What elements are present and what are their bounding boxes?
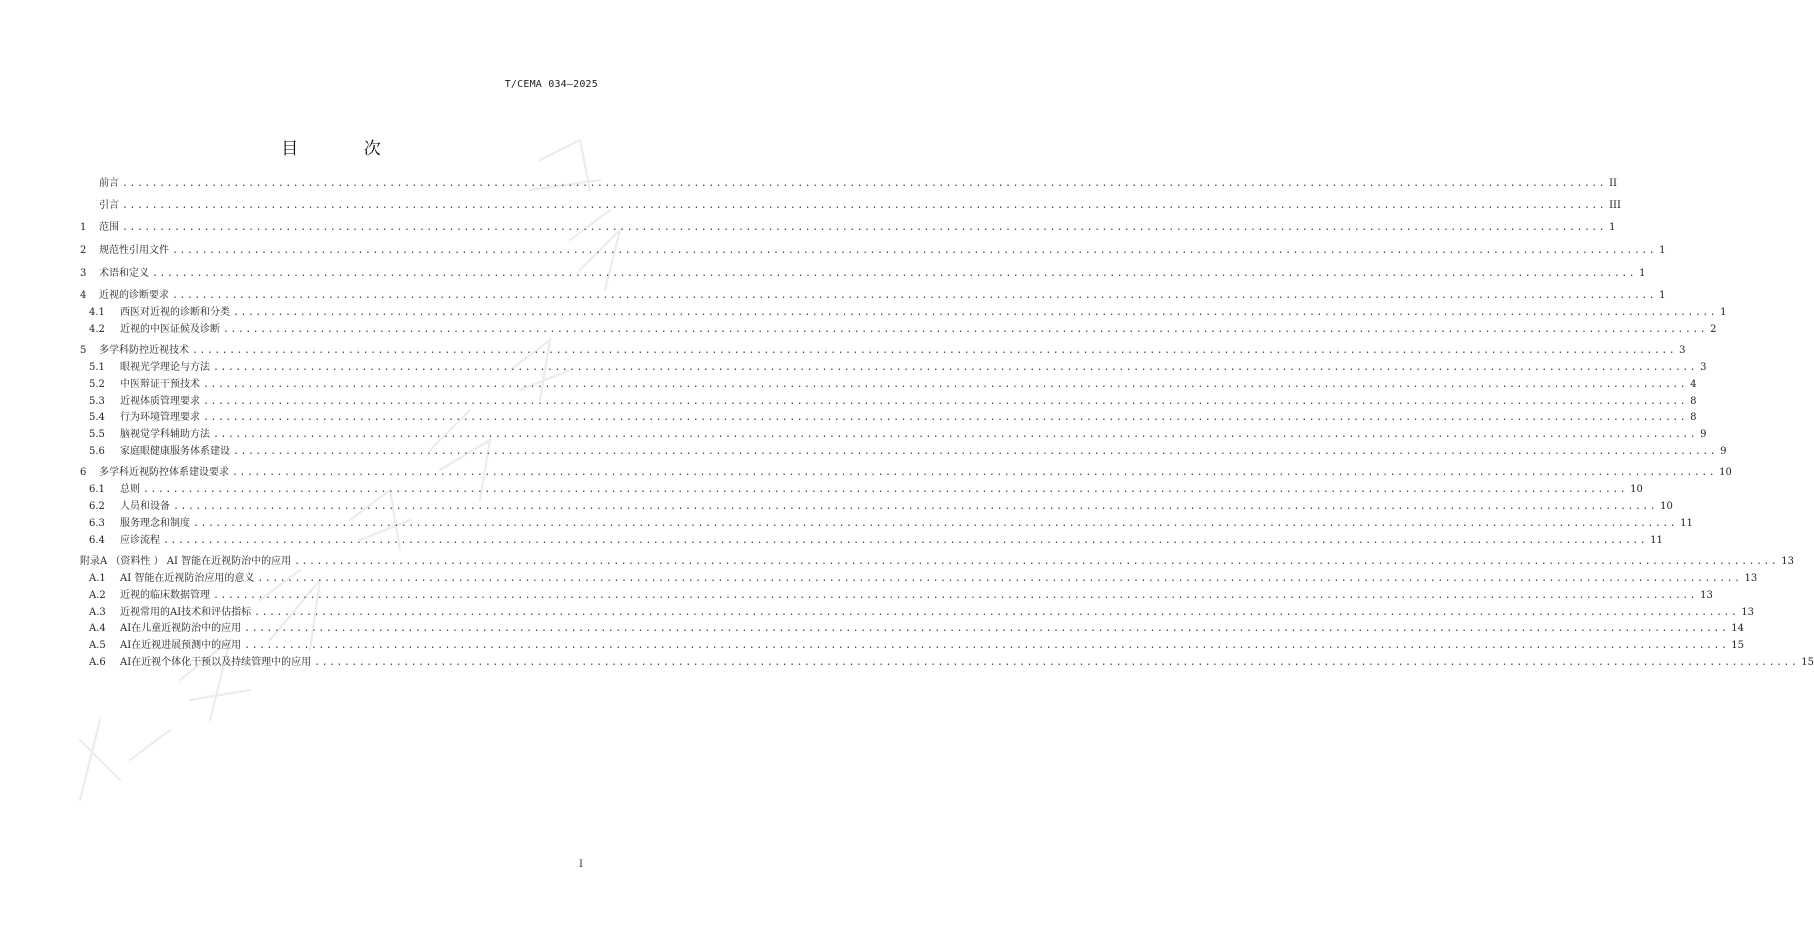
toc-entry-number: 5.6 [89, 446, 105, 457]
toc-leader-dots: ........................................................................................................................................................................................................ [244, 640, 1729, 651]
toc-leader-dots: ........................................................................................................................................................................................................ [203, 412, 1688, 423]
toc-leader-dots: ........................................................................................................................................................................................................ [254, 607, 1739, 618]
toc-entry-number: 1 [80, 222, 87, 233]
toc-entry-page: 1 [1659, 245, 1666, 256]
toc-entry-page: 9 [1700, 429, 1707, 440]
toc-entry-page: 13 [1741, 607, 1755, 618]
toc-entry-page: 10 [1660, 501, 1673, 512]
toc-entry-number: 6.1 [89, 484, 105, 495]
toc-entry[interactable] [80, 605, 1755, 619]
toc-entry-label: 多学科防控近视技术 [99, 345, 189, 356]
toc-entry-page: 8 [1690, 396, 1697, 407]
toc-leader-dots: ........................................................................................................................................................................................................ [192, 345, 1677, 356]
toc-entry-label: 近视的中医证候及诊断 [120, 324, 220, 335]
toc-entry[interactable] [80, 655, 1814, 669]
toc-entry[interactable] [80, 198, 1621, 212]
toc-entry-page: 1 [1609, 222, 1616, 233]
toc-entry-number: A.5 [89, 640, 106, 651]
toc-leader-dots: ........................................................................................................................................................................................................ [122, 200, 1607, 211]
toc-entry-number: 5.1 [89, 362, 105, 373]
toc-leader-dots: ........................................................................................................................................................................................................ [213, 590, 1698, 601]
toc-leader-dots: ........................................................................................................................................................................................................ [233, 446, 1718, 457]
toc-entry[interactable] [80, 322, 1717, 336]
toc-entry-page: III [1609, 200, 1621, 211]
toc-entry-label: 附录A （资料性 ） AI 智能在近视防治中的应用 [80, 556, 292, 567]
document-code: T/CEMA 034—2025 [504, 79, 598, 90]
toc-entry-page: 2 [1710, 324, 1717, 335]
toc-entry-page: 3 [1700, 362, 1707, 373]
toc-entry-page: 10 [1630, 484, 1643, 495]
toc-entry-number: 6 [80, 467, 87, 478]
toc-leader-dots: ........................................................................................................................................................................................................ [193, 518, 1678, 529]
toc-entry-page: 14 [1731, 623, 1745, 634]
toc-entry[interactable] [80, 410, 1697, 424]
toc-entry-number: 5.2 [89, 379, 105, 390]
toc-entry-label: 行为环境管理要求 [120, 412, 200, 423]
toc-entry-label: 眼视光学理论与方法 [120, 362, 210, 373]
toc-leader-dots: ........................................................................................................................................................................................................ [163, 535, 1648, 546]
toc-entry-label: 家庭眼健康服务体系建设 [120, 446, 230, 457]
toc-entry-label: 术语和定义 [99, 268, 149, 279]
toc-entry-page: 4 [1690, 379, 1697, 390]
toc-leader-dots: ........................................................................................................................................................................................................ [203, 379, 1688, 390]
toc-entry-label: 近视的诊断要求 [99, 290, 169, 301]
toc-entry-number: A.1 [89, 573, 106, 584]
toc-entry-label: 引言 [99, 200, 119, 211]
toc-entry-number: 6.4 [89, 535, 105, 546]
toc-entry-page: 11 [1650, 535, 1663, 546]
toc-entry-page: 13 [1744, 573, 1758, 584]
toc-entry-number: 6.3 [89, 518, 105, 529]
toc-entry-label: 前言 [99, 178, 119, 189]
toc-entry-label: 近视体质管理要求 [120, 396, 200, 407]
toc-entry-page: 10 [1719, 467, 1732, 478]
toc-leader-dots: ........................................................................................................................................................................................................ [143, 484, 1628, 495]
toc-leader-dots: ........................................................................................................................................................................................................ [172, 290, 1657, 301]
toc-entry-number: 5.3 [89, 396, 105, 407]
toc-entry-label: 西医对近视的诊断和分类 [120, 307, 230, 318]
toc-entry[interactable] [80, 427, 1707, 441]
toc-leader-dots: ........................................................................................................................................................................................................ [314, 657, 1799, 668]
toc-leader-dots: ........................................................................................................................................................................................................ [233, 307, 1718, 318]
toc-entry-label: 多学科近视防控体系建设要求 [99, 467, 229, 478]
toc-entry-page: 13 [1781, 556, 1794, 567]
toc-entry-page: 1 [1720, 307, 1727, 318]
toc-entry[interactable] [80, 394, 1697, 408]
toc-entry[interactable] [80, 571, 1758, 585]
toc-entry[interactable] [80, 243, 1666, 257]
toc-entry-label: AI 智能在近视防治应用的意义 [120, 573, 255, 584]
toc-leader-dots: ........................................................................................................................................................................................................ [173, 501, 1658, 512]
toc-entry-page: II [1609, 178, 1618, 189]
toc-entry[interactable] [80, 516, 1693, 530]
toc-leader-dots: ........................................................................................................................................................................................................ [203, 396, 1688, 407]
toc-entry-label: 规范性引用文件 [99, 245, 169, 256]
toc-entry[interactable] [80, 588, 1713, 602]
toc-entry-label: 脑视觉学科辅助方法 [120, 429, 210, 440]
toc-entry[interactable] [80, 638, 1745, 652]
toc-leader-dots: ........................................................................................................................................................................................................ [152, 268, 1637, 279]
toc-leader-dots: ........................................................................................................................................................................................................ [232, 467, 1717, 478]
toc-entry-page: 13 [1700, 590, 1713, 601]
toc-entry-label: 近视的临床数据管理 [120, 590, 210, 601]
toc-entry[interactable] [80, 482, 1643, 496]
toc-entry-label: 服务理念和制度 [120, 518, 190, 529]
toc-entry[interactable] [80, 266, 1646, 280]
toc-entry-label: 总则 [120, 484, 140, 495]
page-number: I [579, 859, 583, 870]
toc-entry-label: 中医辩证干预技术 [120, 379, 200, 390]
toc-entry-label: AI在近视个体化干预以及持续管理中的应用 [120, 657, 312, 668]
toc-entry-page: 1 [1639, 268, 1646, 279]
toc-leader-dots: ........................................................................................................................................................................................................ [294, 556, 1779, 567]
toc-entry-number: 3 [80, 268, 87, 279]
toc-entry-number: 4.2 [89, 324, 105, 335]
toc-leader-dots: ........................................................................................................................................................................................................ [172, 245, 1657, 256]
toc-leader-dots: ........................................................................................................................................................................................................ [213, 362, 1698, 373]
toc-entry-label: AI在近视进展预测中的应用 [120, 640, 242, 651]
toc-entry[interactable] [80, 465, 1732, 479]
toc-leader-dots: ........................................................................................................................................................................................................ [122, 178, 1607, 189]
toc-entry[interactable] [80, 377, 1697, 391]
toc-entry-number: A.3 [89, 607, 106, 618]
toc-entry-number: 5.5 [89, 429, 105, 440]
toc-leader-dots: ........................................................................................................................................................................................................ [244, 623, 1729, 634]
toc-leader-dots: ........................................................................................................................................................................................................ [122, 222, 1607, 233]
toc-entry-label: 近视常用的AI技术和评估指标 [120, 607, 252, 618]
toc-entry-label: AI在儿童近视防治中的应用 [120, 623, 242, 634]
toc-entry-page: 15 [1801, 657, 1814, 668]
toc-entry-label: 人员和设备 [120, 501, 170, 512]
toc-entry[interactable] [80, 499, 1673, 513]
toc-leader-dots: ........................................................................................................................................................................................................ [223, 324, 1708, 335]
toc-entry[interactable] [80, 305, 1727, 319]
toc-entry-label: 范围 [99, 222, 119, 233]
toc-entry-number: 5 [80, 345, 87, 356]
toc-entry[interactable] [80, 220, 1616, 234]
toc-entry[interactable] [80, 343, 1686, 357]
toc-entry-label: 应诊流程 [120, 535, 160, 546]
toc-entry[interactable] [80, 360, 1707, 374]
page-title: 目 次 [281, 139, 411, 159]
toc-entry-number: 5.4 [89, 412, 105, 423]
toc-entry-number: A.4 [89, 623, 106, 634]
toc-entry[interactable] [80, 533, 1663, 547]
toc-entry[interactable] [80, 288, 1666, 302]
toc-entry-page: 9 [1720, 446, 1727, 457]
toc-leader-dots: ........................................................................................................................................................................................................ [257, 573, 1742, 584]
toc-entry-number: 4.1 [89, 307, 105, 318]
toc-entry[interactable] [80, 621, 1745, 635]
toc-entry-page: 1 [1659, 290, 1666, 301]
toc-entry-number: 4 [80, 290, 87, 301]
toc-entry-page: 3 [1679, 345, 1686, 356]
toc-entry-page: 8 [1690, 412, 1697, 423]
toc-entry-number: 2 [80, 245, 87, 256]
toc-entry-number: 6.2 [89, 501, 105, 512]
toc-entry[interactable] [80, 554, 1794, 568]
toc-entry-page: 11 [1680, 518, 1693, 529]
toc-entry[interactable] [80, 176, 1618, 190]
toc-entry-number: A.2 [89, 590, 106, 601]
toc-leader-dots: ........................................................................................................................................................................................................ [213, 429, 1698, 440]
toc-entry[interactable] [80, 444, 1727, 458]
toc-entry-number: A.6 [89, 657, 106, 668]
toc-entry-page: 15 [1731, 640, 1745, 651]
